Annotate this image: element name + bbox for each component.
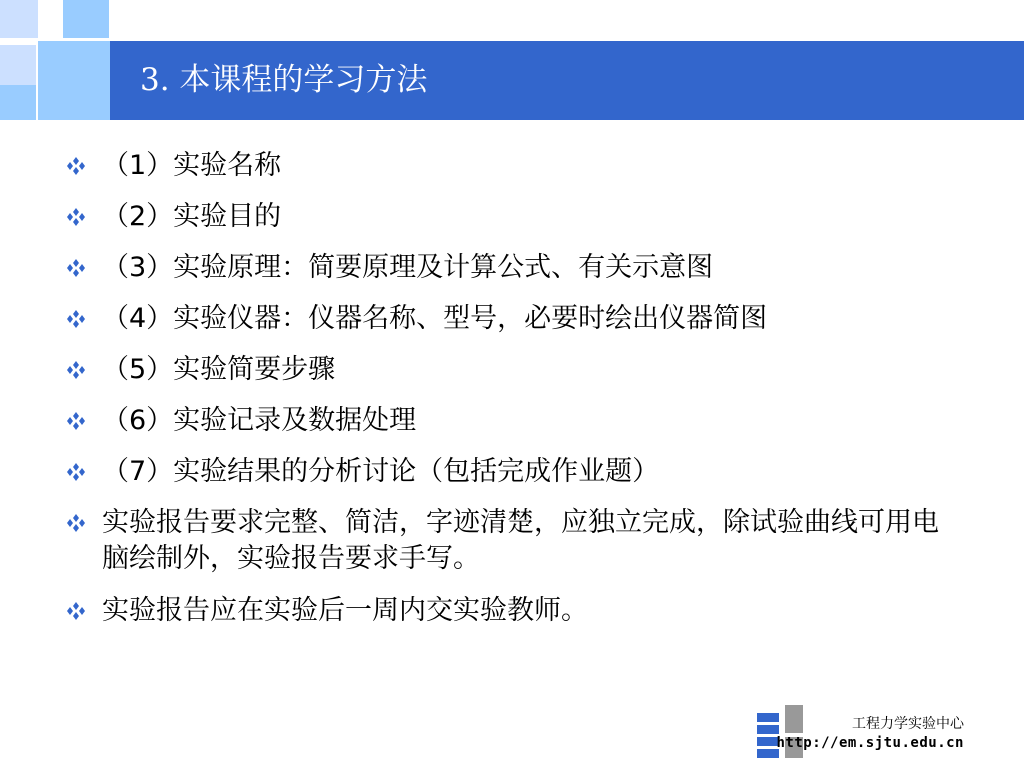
diamond-bullet-icon: [64, 207, 88, 227]
list-item: [64, 148, 964, 184]
footer: [776, 715, 964, 753]
bullet-list: [64, 148, 964, 644]
list-item: [64, 352, 964, 388]
diamond-bullet-icon: [64, 156, 88, 176]
list-item: [64, 199, 964, 235]
diamond-bullet-icon: [64, 462, 88, 482]
list-item-text: （3）实验原理：简要原理及计算公式、有关示意图: [102, 252, 714, 283]
list-item: [64, 505, 964, 577]
list-item-text: （6）实验记录及数据处理: [102, 405, 417, 436]
decor-square: [0, 85, 36, 120]
decor-square: [0, 45, 36, 85]
decor-square: [0, 0, 38, 38]
list-item-text: （1）实验名称: [102, 150, 282, 181]
diamond-bullet-icon: [64, 411, 88, 431]
diamond-bullet-icon: [64, 513, 88, 533]
list-item: [64, 301, 964, 337]
list-item-text: （7）实验结果的分析讨论（包括完成作业题）: [102, 456, 660, 487]
list-item: [64, 593, 964, 629]
list-item: [64, 454, 964, 490]
diamond-bullet-icon: [64, 258, 88, 278]
list-item-text: （4）实验仪器：仪器名称、型号，必要时绘出仪器简图: [102, 303, 768, 334]
decor-square: [63, 0, 109, 38]
diamond-bullet-icon: [64, 360, 88, 380]
decor-square: [38, 41, 110, 120]
diamond-bullet-icon: [64, 601, 88, 621]
list-item-text: 实验报告要求完整、简洁，字迹清楚，应独立完成，除试验曲线可用电脑绘制外，实验报告要求手写。: [102, 507, 939, 574]
list-item: [64, 403, 964, 439]
list-item-text: 实验报告应在实验后一周内交实验教师。: [102, 595, 588, 626]
list-item-text: （2）实验目的: [102, 201, 282, 232]
footer-organization: 工程力学实验中心: [852, 716, 964, 732]
list-item: [64, 250, 964, 286]
slide-title: 3. 本课程的学习方法: [140, 62, 428, 98]
list-item-text: （5）实验简要步骤: [102, 354, 336, 385]
diamond-bullet-icon: [64, 309, 88, 329]
footer-url[interactable]: http://em.sjtu.edu.cn: [776, 735, 964, 751]
